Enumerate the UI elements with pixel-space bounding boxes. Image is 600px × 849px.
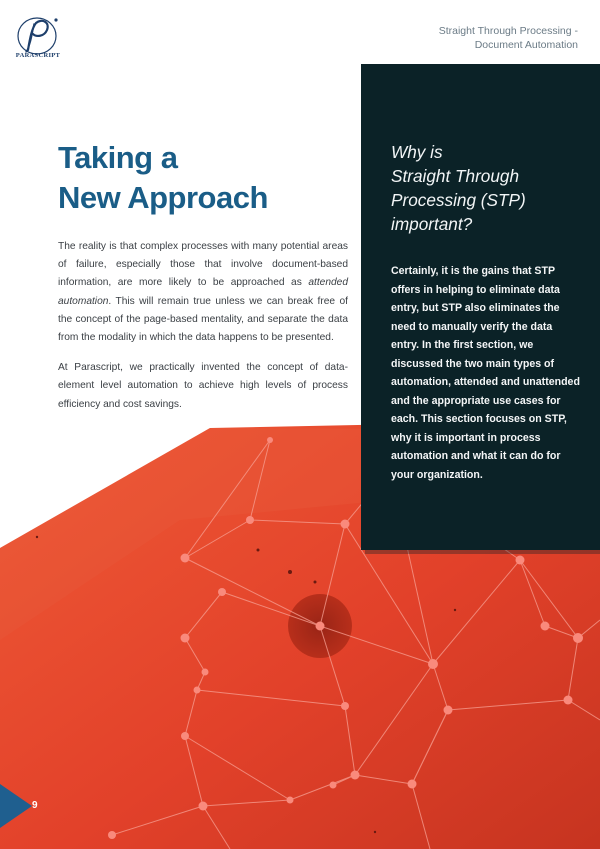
sidebar-panel (361, 64, 600, 550)
para1-text-a: The reality is that complex processes with many potential areas of failure, especially those that involve document-based information, are more likely to be approached as (58, 241, 348, 289)
question-line2: Straight Through (391, 166, 520, 186)
brand-wordmark: PARASCRIPT (15, 52, 61, 59)
question-line3: Processing (STP) (391, 190, 526, 210)
doc-title-line2: Document Automation (474, 39, 578, 51)
paragraph-2: At Parascript, we practically invented the concept of data-element level automation to achieve high levels of process efficiency and cost savings. (58, 362, 348, 410)
document-header (358, 24, 578, 52)
body-text (58, 238, 348, 426)
title-line1: Taking a (58, 140, 178, 175)
sidebar-question (391, 140, 580, 236)
para1-emphasis: attended automation (58, 277, 348, 307)
question-line4: important? (391, 214, 473, 234)
para1-text-b: . This will remain true unless we can break free of the concept of the page-based mentality, and separate the data from the modality in which the data happens to be presented. (58, 295, 348, 344)
sidebar-body: Certainly, it is the gains that STP offers in helping to eliminate data entry, but STP also eliminates the need to manually verify the data entry. In the first section, we discussed the two main types of automation, attended and unattended and the appropriate use cases for each. This section focuses on STP, why it is important in process automation and what it can do for your organization. (391, 265, 580, 481)
question-line1: Why is (391, 142, 443, 162)
title-line2: New Approach (58, 180, 268, 215)
paragraph-1 (58, 238, 348, 347)
doc-title-line1: Straight Through Processing - (438, 25, 578, 37)
page-number: 9 (32, 800, 38, 811)
page-title (58, 138, 268, 218)
